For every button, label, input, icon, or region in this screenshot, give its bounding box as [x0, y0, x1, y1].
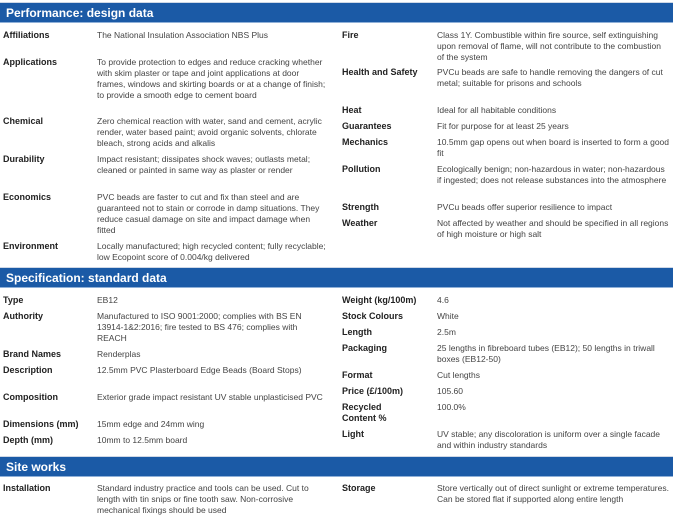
label-weight: Weight (kg/100m)	[342, 295, 417, 305]
label-chemical: Chemical	[3, 116, 44, 126]
label-recycled-content: Recycled Content %	[342, 402, 387, 423]
label-fire: Fire	[342, 30, 359, 40]
label-installation: Installation	[3, 483, 51, 493]
value-authority: Manufactured to ISO 9001:2000; complies with BS EN 13914-1&2:2016; fire tested to BS 476; complies with REACH	[97, 311, 302, 343]
label-depth: Depth (mm)	[3, 435, 53, 445]
value-economics: PVC beads are faster to cut and fix than steel and are guaranteed not to stain or corrode in damp situations. They reduce casual damage on site and impact damage when fitted	[97, 192, 320, 235]
value-installation: Standard industry practice and tools can be used. Cut to length with tin snips or fine tooth saw. Non-corrosive mechanical fixings should be used	[97, 483, 309, 515]
value-dimensions: 15mm edge and 24mm wing	[97, 419, 205, 429]
section-header-specification: Specification: standard data	[0, 267, 673, 288]
value-guarantees: Fit for purpose for at least 25 years	[437, 121, 569, 131]
value-environment: Locally manufactured; high recycled content; fully recyclable; low Ecopoint score of 0.004/kg delivered	[97, 241, 326, 262]
label-light: Light	[342, 429, 364, 439]
label-affiliations: Affiliations	[3, 30, 50, 40]
value-durability: Impact resistant; dissipates shock waves; outlasts metal; cleaned or painted in same way as plaster or render	[97, 154, 311, 175]
value-light: UV stable; any discoloration is uniform over a single facade and within industry standards	[437, 429, 661, 450]
value-strength: PVCu beads offer superior resilience to impact	[437, 202, 613, 212]
label-environment: Environment	[3, 241, 59, 251]
value-format: Cut lengths	[437, 370, 480, 380]
value-storage: Store vertically out of direct sunlight or extreme temperatures. Can be stored flat if supported along entire length	[437, 483, 669, 504]
value-brand-names: Renderplas	[97, 349, 141, 359]
label-dimensions: Dimensions (mm)	[3, 419, 79, 429]
label-price: Price (£/100m)	[342, 386, 404, 396]
value-weight: 4.6	[437, 295, 449, 305]
value-type: EB12	[97, 295, 118, 305]
label-stock-colours: Stock Colours	[342, 311, 404, 321]
value-packaging: 25 lengths in fibreboard tubes (EB12); 50 lengths in triwall boxes (EB12-50)	[437, 343, 655, 364]
section-header-performance: Performance: design data	[0, 2, 673, 23]
value-description: 12.5mm PVC Plasterboard Edge Beads (Board Stops)	[97, 365, 302, 375]
label-type: Type	[3, 295, 24, 305]
label-heat: Heat	[342, 105, 362, 115]
label-description: Description	[3, 365, 53, 375]
value-price: 105.60	[437, 386, 463, 396]
value-mechanics: 10.5mm gap opens out when board is inserted to form a good fit	[437, 137, 670, 158]
label-composition: Composition	[3, 392, 58, 402]
value-heat: Ideal for all habitable conditions	[437, 105, 557, 115]
label-weather: Weather	[342, 218, 378, 228]
value-applications: To provide protection to edges and reduce cracking whether with skim plaster or tape and joint applications at door frames, windows and skirting boards or at a change of finish; to provide a smooth edge to cement board	[97, 57, 326, 100]
label-authority: Authority	[3, 311, 43, 321]
value-depth: 10mm to 12.5mm board	[97, 435, 188, 445]
label-storage: Storage	[342, 483, 376, 493]
label-packaging: Packaging	[342, 343, 388, 353]
label-applications: Applications	[3, 57, 58, 67]
value-stock-colours: White	[437, 311, 459, 321]
label-health-and-safety: Health and Safety	[342, 67, 418, 77]
label-guarantees: Guarantees	[342, 121, 392, 131]
value-weather: Not affected by weather and should be specified in all regions of high moisture or high salt	[437, 218, 669, 239]
label-brand-names: Brand Names	[3, 349, 62, 359]
value-health-and-safety: PVCu beads are safe to handle removing the dangers of cut metal; suitable for prisons and schools	[437, 67, 663, 88]
value-length: 2.5m	[437, 327, 456, 337]
label-format: Format	[342, 370, 373, 380]
value-pollution: Ecologically benign; non-hazardous in water; non-hazardous if ingested; does not release substances into the atmosphere	[437, 164, 667, 185]
label-mechanics: Mechanics	[342, 137, 389, 147]
label-length: Length	[342, 327, 372, 337]
label-economics: Economics	[3, 192, 52, 202]
value-chemical: Zero chemical reaction with water, sand and cement, acrylic render, water based paint; avoid organic solvents, chlorate bleach, strong acids and alkalis	[97, 116, 322, 148]
value-fire: Class 1Y. Combustible within fire source, self extinguishing upon removal of flame, will not contribute to the combustion of the system	[437, 30, 661, 62]
value-affiliations: The National Insulation Association NBS Plus	[97, 30, 269, 40]
label-pollution: Pollution	[342, 164, 381, 174]
label-strength: Strength	[342, 202, 379, 212]
value-composition: Exterior grade impact resistant UV stable unplasticised PVC	[97, 392, 323, 402]
label-durability: Durability	[3, 154, 45, 164]
value-recycled-content: 100.0%	[437, 402, 466, 412]
section-header-site-works: Site works	[0, 456, 673, 477]
